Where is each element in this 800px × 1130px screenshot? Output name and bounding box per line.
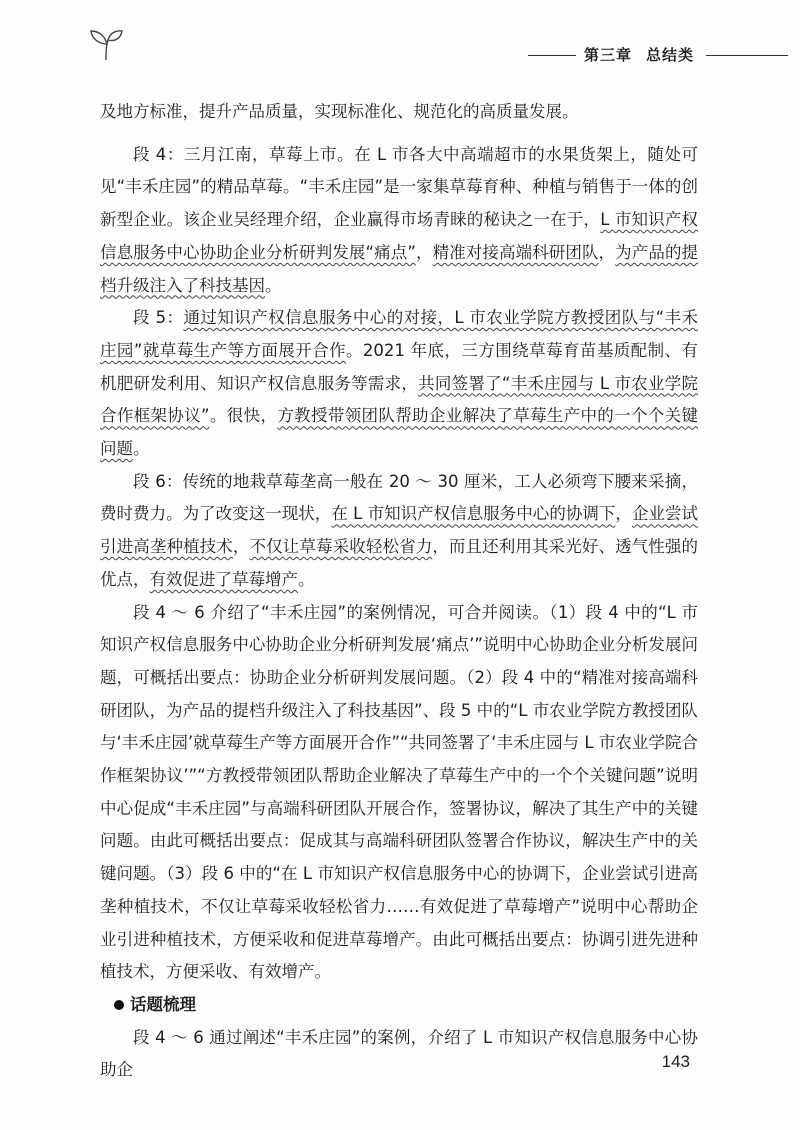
summary-paragraph: 段 4 ～ 6 通过阐述“丰禾庄园”的案例，介绍了 L 市知识产权信息服务中心协助企 <box>100 1027 698 1080</box>
chapter-number: 第三章 <box>584 46 633 64</box>
chapter-name: 总结类 <box>646 46 695 64</box>
page-header <box>88 28 768 68</box>
leaf-sprout-icon <box>88 28 124 62</box>
bullet-icon <box>114 1000 124 1010</box>
section-heading: 话题梳理 <box>100 989 698 1022</box>
paragraph-4: 段 4：三月江南，草莓上市。在 L 市各大中高端超市的水果货架上，随处可见“丰禾庄园”的精品草莓。“丰禾庄园”是一家集草莓育种、种植与销售于一体的创新型企业。该企业吴经理介绍，企业赢得市场青睐的秘诀之一在于，L 市知识产权信息服务中心协助企业分析研判发展“痛点”，精准对接高端科研团队，为产品的提档升级注入了科技基因。 <box>100 144 699 295</box>
analysis-paragraph: 段 4 ～ 6 介绍了“丰禾庄园”的案例情况，可合并阅读。（1）段 4 中的“L 市知识产权信息服务中心协助企业分析研判发展‘痛点’”说明中心协助企业分析发展问题，可概括出要点：协助企业分析研判发展问题。（2）段 4 中的“精准对接高端科研团队，为产品的提档升级注入了科技基因”、段 5 中的“L 市农业学院方教授团队与‘丰禾庄园’就草莓生产等方面展开合作”“共同签署了‘丰禾庄园与 L 市农业学院合作框架协议’”“方教授带领团队帮助企业解决了草莓生产中的一个个关键问题”说明中心促成“丰禾庄园”与高端科研团队开展合作，签署协议，解决了其生产中的关键问题。由此可概括出要点：促成其与高端科研团队签署合作协议，解决生产中的关键问题。（3）段 6 中的“在 L 市知识产权信息服务中心的协调下，企业尝试引进高垄种植技术，不仅让草莓采收轻松省力……有效促进了草莓增产”说明中心帮助企业引进种植技术，方便采收和促进草莓增产。由此可概括出要点：协调引进先进种植技术，方便采收、有效增产。 <box>100 602 698 982</box>
paragraph-6: 段 6：传统的地栽草莓垄高一般在 20 ～ 30 厘米，工人必须弯下腰来采摘，费时费力。为了改变这一现状，在 L 市知识产权信息服务中心的协调下，企业尝试引进高垄种植技术，不仅让草莓采收轻松省力，而且还利用其采光好、透气性强的优点，有效促进了草莓增产。 <box>100 471 699 589</box>
page-number: 143 <box>661 1052 690 1071</box>
header-rule-right <box>706 55 788 56</box>
main-content <box>100 96 698 1087</box>
paragraph-5: 段 5：通过知识产权信息服务中心的对接，L 市农业学院方教授团队与“丰禾庄园”就草莓生产等方面展开合作。2021 年底，三方围绕草莓育苗基质配制、有机肥研发利用、知识产权信息服务等需求，共同签署了“丰禾庄园与 L 市农业学院合作框架协议”。很快，方教授带领团队帮助企业解决了草莓生产中的一个个关键问题。 <box>100 308 699 459</box>
intro-paragraph: 及地方标准，提升产品质量，实现标准化、规范化的高质量发展。 <box>100 102 579 121</box>
chapter-title <box>576 44 702 65</box>
